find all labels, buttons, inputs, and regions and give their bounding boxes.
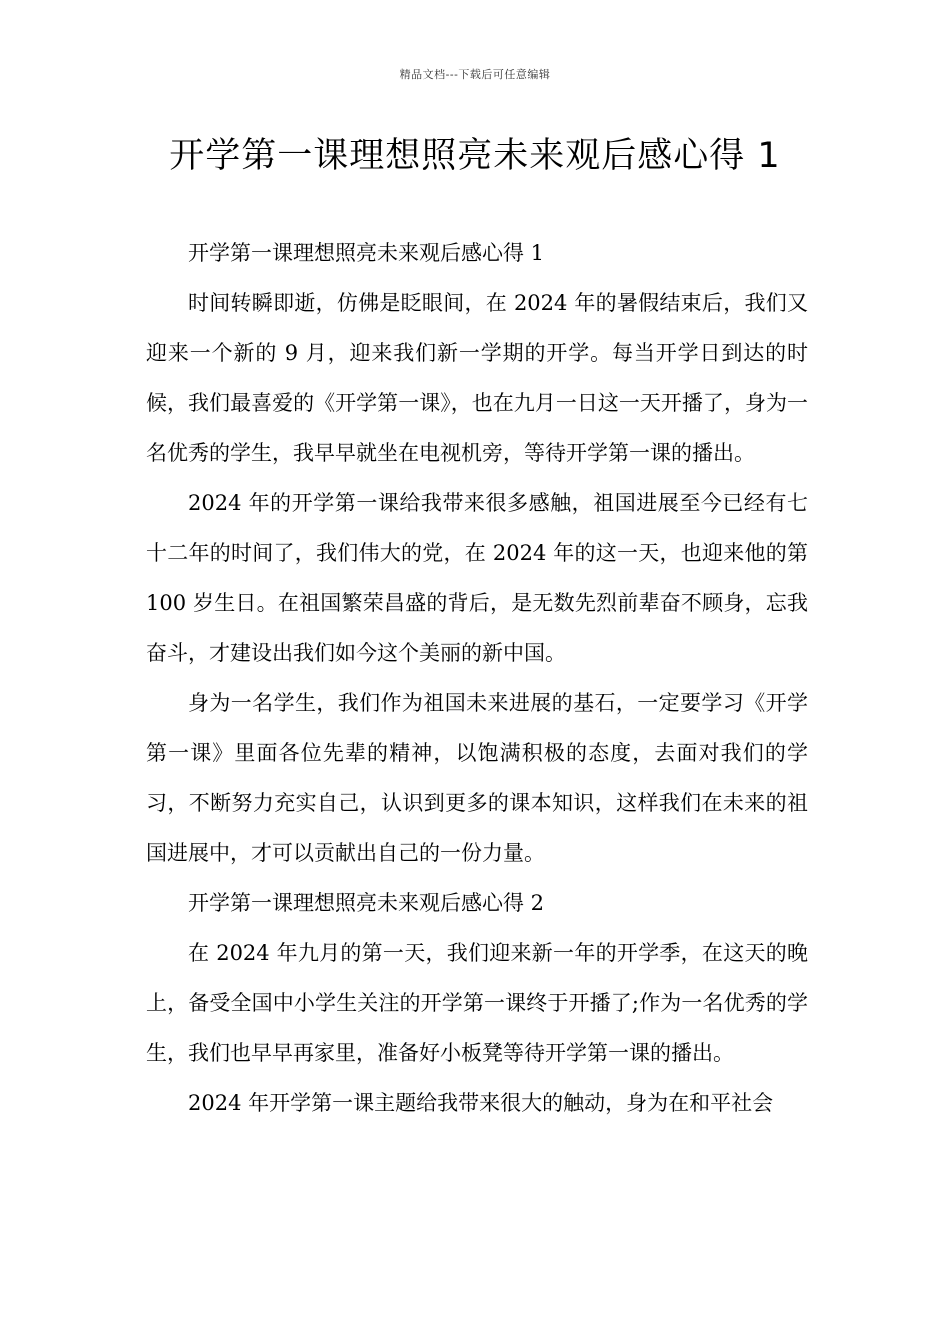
paragraph-subheading-2: 开学第一课理想照亮未来观后感心得 2 [188,891,545,915]
document-body [146,228,808,1128]
document-title: 开学第一课理想照亮未来观后感心得 1 [169,136,781,176]
paragraph: 2024 年的开学第一课给我带来很多感触，祖国进展至今已经有七十二年的时间了，我们伟大的党，在 2024 年的这一天，也迎来他的第 100 岁生日。在祖国繁荣昌盛的背后，是无数先烈前辈奋不顾身，忘我奋斗，才建设出我们如今这个美丽的新中国。 [146,491,808,665]
header-note: 精品文档---下载后可任意编辑 [399,68,551,81]
paragraph: 身为一名学生，我们作为祖国未来进展的基石，一定要学习《开学第一课》里面各位先辈的精神，以饱满积极的态度，去面对我们的学习，不断努力充实自己，认识到更多的课本知识，这样我们在未来的祖国进展中，才可以贡献出自己的一份力量。 [146,691,808,865]
paragraph: 2024 年开学第一课主题给我带来很大的触动，身为在和平社会 [188,1091,774,1115]
paragraph-subheading-1: 开学第一课理想照亮未来观后感心得 1 [188,241,545,265]
paragraph: 在 2024 年九月的第一天，我们迎来新一年的开学季，在这天的晚上，备受全国中小学生关注的开学第一课终于开播了;作为一名优秀的学生，我们也早早再家里，准备好小板凳等待开学第一课的播出。 [146,941,808,1065]
paragraph: 时间转瞬即逝，仿佛是眨眼间，在 2024 年的暑假结束后，我们又迎来一个新的 9 月，迎来我们新一学期的开学。每当开学日到达的时候，我们最喜爱的《开学第一课》，也在九月一日这一天开播了，身为一名优秀的学生，我早早就坐在电视机旁，等待开学第一课的播出。 [146,291,808,465]
